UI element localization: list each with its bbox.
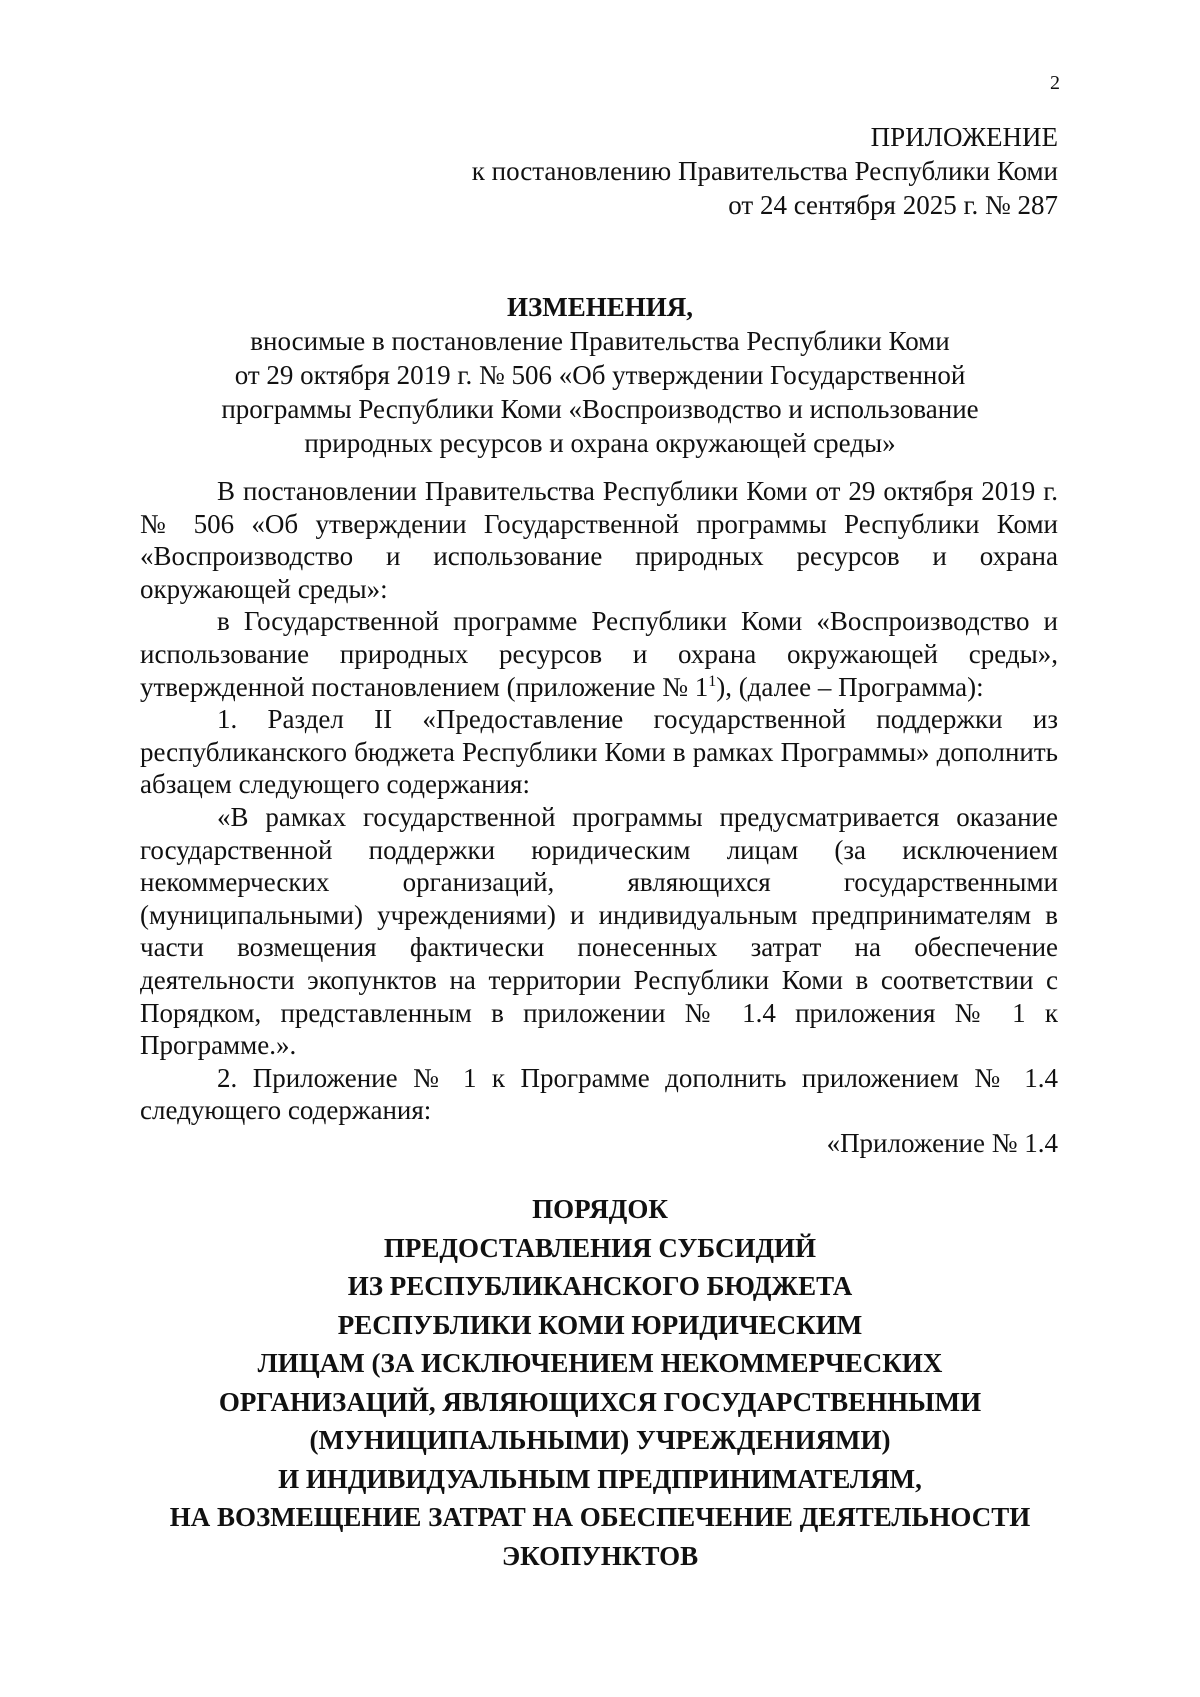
order-title-line: РЕСПУБЛИКИ КОМИ ЮРИДИЧЕСКИМ (337, 1309, 863, 1340)
changes-line: вносимые в постановление Правительства Республики Коми (250, 326, 950, 356)
paragraph-2-tail: ), (далее – Программа): (716, 671, 984, 702)
paragraph-5: 2. Приложение № 1 к Программе дополнить приложением № 1.4 следующего содержания: (140, 1062, 1058, 1126)
order-title-line: И ИНДИВИДУАЛЬНЫМ ПРЕДПРИНИМАТЕЛЯМ, (278, 1463, 922, 1494)
order-title-line: ЛИЦАМ (ЗА ИСКЛЮЧЕНИЕМ НЕКОММЕРЧЕСКИХ (257, 1348, 943, 1378)
changes-line: программы Республики Коми «Воспроизводство и использование (221, 394, 979, 424)
superscript: 1 (708, 672, 717, 690)
changes-title: ИЗМЕНЕНИЯ, (506, 292, 693, 322)
changes-heading (140, 290, 1060, 460)
appendix-line-2: к постановлению Правительства Республики Коми (471, 156, 1058, 186)
order-title-line: НА ВОЗМЕЩЕНИЕ ЗАТРАТ НА ОБЕСПЕЧЕНИЕ ДЕЯТЕЛЬНОСТИ (169, 1502, 1031, 1532)
body-text (140, 475, 1058, 1127)
paragraph-4: «В рамках государственной программы предусматривается оказание государственной поддержки юридическим лицам (за исключением некоммерческих организаций, являющихся государственными (муниципальными) учреждениями) и индивидуальным предпринимателям в части возмещения фактически понесенных затрат на обеспечение деятельности экопунктов на территории Республики Коми в соответствии с Порядком, представленным в приложении № 1.4 приложения № 1 к Программе.». (140, 801, 1058, 1061)
order-title-line: ПРЕДОСТАВЛЕНИЯ СУБСИДИЙ (383, 1232, 817, 1263)
page-number: 2 (1050, 72, 1060, 94)
appendix-reference: «Приложение № 1.4 (826, 1128, 1058, 1158)
appendix-line-3: от 24 сентября 2025 г. № 287 (728, 190, 1058, 220)
order-title (140, 1190, 1060, 1575)
changes-line: природных ресурсов и охрана окружающей среды» (304, 428, 896, 458)
paragraph-3: 1. Раздел II «Предоставление государственной поддержки из республиканского бюджета Республики Коми в рамках Программы» дополнить абзацем следующего содержания: (140, 704, 1058, 800)
paragraph-2 (140, 605, 1058, 703)
order-title-line: ИЗ РЕСПУБЛИКАНСКОГО БЮДЖЕТА (347, 1271, 853, 1301)
appendix-header (300, 120, 1058, 222)
order-title-line: ПОРЯДОК (532, 1194, 668, 1224)
order-title-line: ЭКОПУНКТОВ (501, 1540, 699, 1571)
appendix-title: ПРИЛОЖЕНИЕ (870, 122, 1058, 152)
changes-line: от 29 октября 2019 г. № 506 «Об утверждении Государственной (234, 360, 966, 390)
paragraph-2-text: в Государственной программе Республики Коми «Воспроизводство и использование природных ресурсов и охрана окружающей среды», утвержденной постановлением (приложение № 1 (140, 606, 1058, 702)
order-title-line: ОРГАНИЗАЦИЙ, ЯВЛЯЮЩИХСЯ ГОСУДАРСТВЕННЫМИ (218, 1386, 982, 1417)
order-title-line: (МУНИЦИПАЛЬНЫМИ) УЧРЕЖДЕНИЯМИ) (309, 1425, 891, 1455)
paragraph-1: В постановлении Правительства Республики Коми от 29 октября 2019 г. № 506 «Об утверждении Государственной программы Республики Коми «Воспроизводство и использование природных ресурсов и охрана окружающей среды»: (140, 476, 1058, 604)
